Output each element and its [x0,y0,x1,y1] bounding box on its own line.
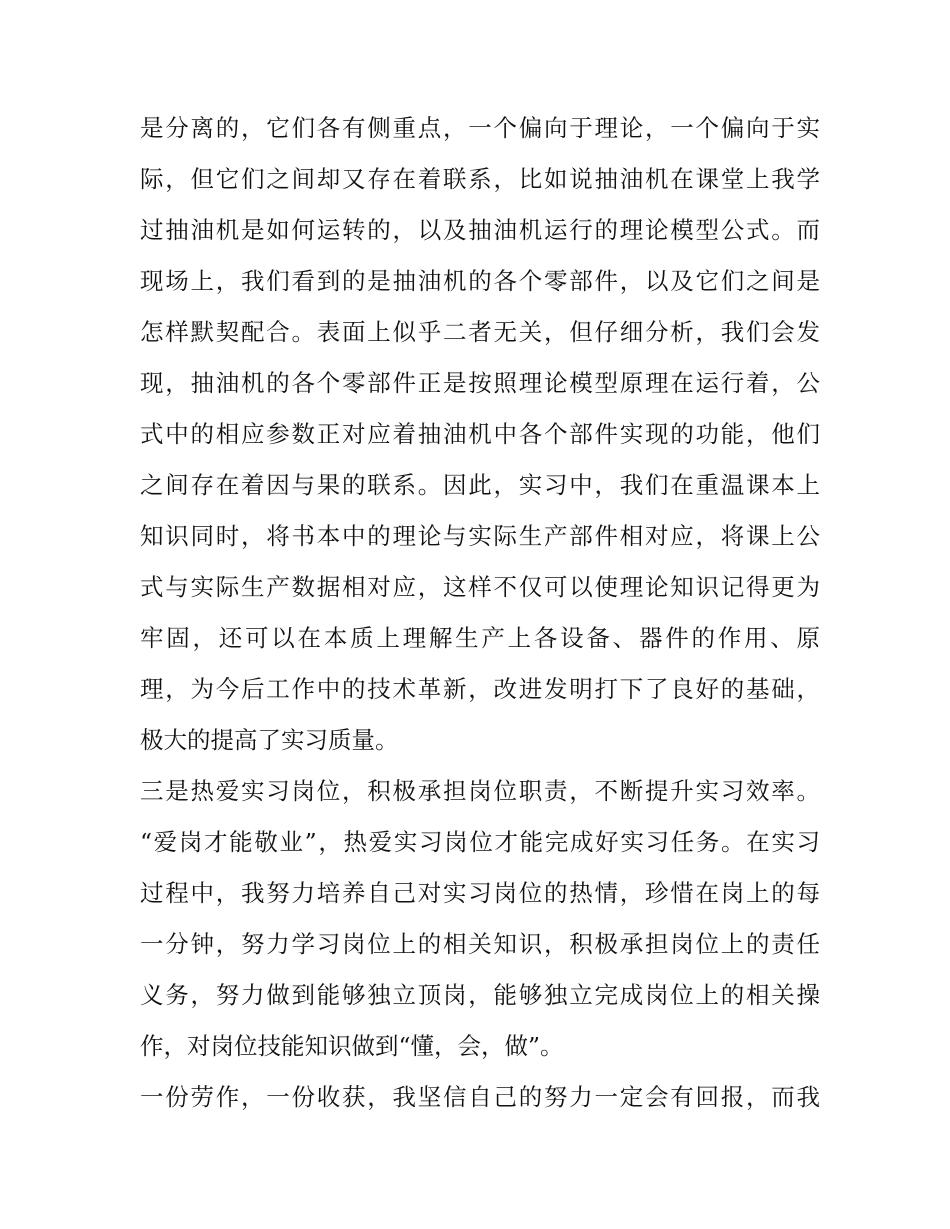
text-line: 义务，努力做到能够独立顶岗，能够独立完成岗位上的相关操 [140,981,820,1009]
text-line: 过程中，我努力培养自己对实习岗位的热情，珍惜在岗上的每 [140,879,820,907]
text-line: 现，抽油机的各个零部件正是按照理论模型原理在运行着，公 [140,369,820,397]
text-line: 一份劳作，一份收获，我坚信自己的努力一定会有回报，而我 [140,1083,820,1111]
text-line: 一分钟，努力学习岗位上的相关知识，积极承担岗位上的责任 [140,930,820,958]
text-line: 过抽油机是如何运转的，以及抽油机运行的理论模型公式。而 [140,216,820,244]
text-line: 作，对岗位技能知识做到“懂，会，做”。 [140,1032,564,1060]
text-line: 怎样默契配合。表面上似乎二者无关，但仔细分析，我们会发 [140,318,820,346]
text-line: “爱岗才能敬业”，热爱实习岗位才能完成好实习任务。在实习 [140,828,820,856]
text-line: 三是热爱实习岗位，积极承担岗位职责，不断提升实习效率。 [140,777,820,805]
text-line: 际，但它们之间却又存在着联系，比如说抽油机在课堂上我学 [140,165,820,193]
text-line: 牢固，还可以在本质上理解生产上各设备、器件的作用、原 [140,624,820,652]
text-line: 知识同时，将书本中的理论与实际生产部件相对应，将课上公 [140,522,820,550]
text-line: 理，为今后工作中的技术革新，改进发明打下了良好的基础， [140,675,820,703]
text-line: 式中的相应参数正对应着抽油机中各个部件实现的功能，他们 [140,420,820,448]
body-text [140,103,820,1123]
text-line: 极大的提高了实习质量。 [140,726,399,754]
text-line: 式与实际生产数据相对应，这样不仅可以使理论知识记得更为 [140,573,820,601]
text-line: 现场上，我们看到的是抽油机的各个零部件，以及它们之间是 [140,267,820,295]
text-line: 是分离的，它们各有侧重点，一个偏向于理论，一个偏向于实 [140,114,820,142]
text-line: 之间存在着因与果的联系。因此，实习中，我们在重温课本上 [140,471,820,499]
